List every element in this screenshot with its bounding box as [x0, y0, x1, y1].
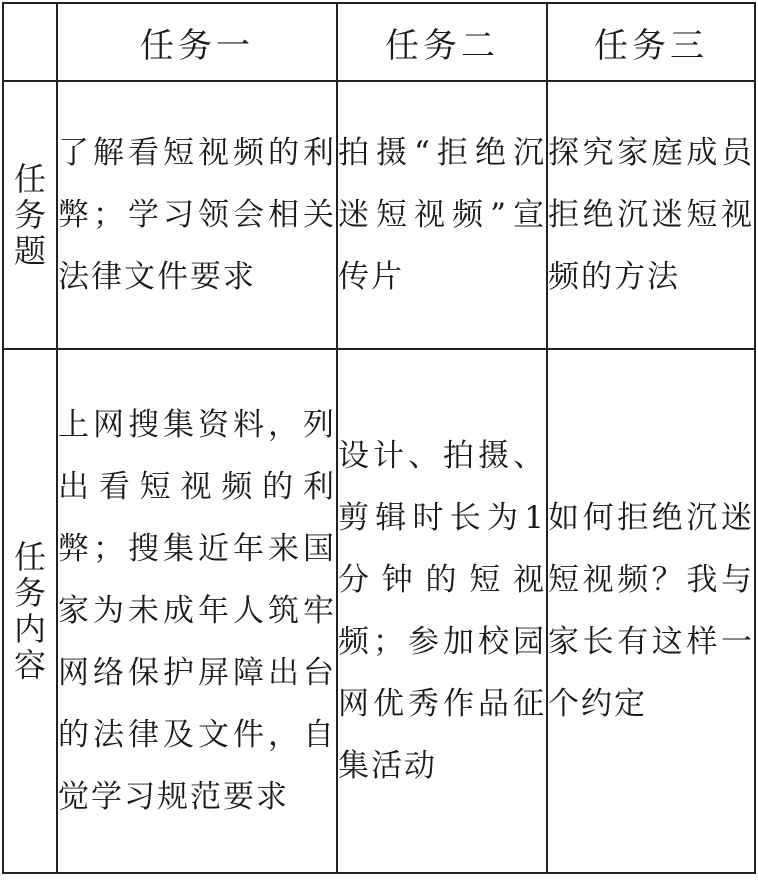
cell-topic-task-1: 了解看短视频的利弊；学习领会相关法律文件要求 — [57, 81, 337, 349]
cell-topic-task-2: 拍摄“拒绝沉迷短视频”宣传片 — [337, 81, 547, 349]
row-label-task-content — [3, 349, 57, 873]
task-table — [2, 2, 756, 874]
cell-content-task-2: 设计、拍摄、剪辑时长为1分钟的短视频；参加校园网优秀作品征集活动 — [337, 349, 547, 873]
row-label-text: 任务题 — [13, 160, 46, 270]
row-label-text: 任务内容 — [13, 538, 46, 684]
header-task-2: 任务二 — [337, 3, 547, 81]
row-label-task-topic — [3, 81, 57, 349]
table-row — [3, 81, 755, 349]
header-task-1: 任务一 — [57, 3, 337, 81]
header-task-3: 任务三 — [547, 3, 755, 81]
cell-topic-task-3: 探究家庭成员拒绝沉迷短视频的方法 — [547, 81, 755, 349]
table-row — [3, 349, 755, 873]
cell-content-task-1: 上网搜集资料，列出看短视频的利弊；搜集近年来国家为未成年人筑牢网络保护屏障出台的法律及文件，自觉学习规范要求 — [57, 349, 337, 873]
header-row — [3, 3, 755, 81]
corner-cell — [3, 3, 57, 81]
cell-content-task-3: 如何拒绝沉迷短视频？我与家长有这样一个约定 — [547, 349, 755, 873]
